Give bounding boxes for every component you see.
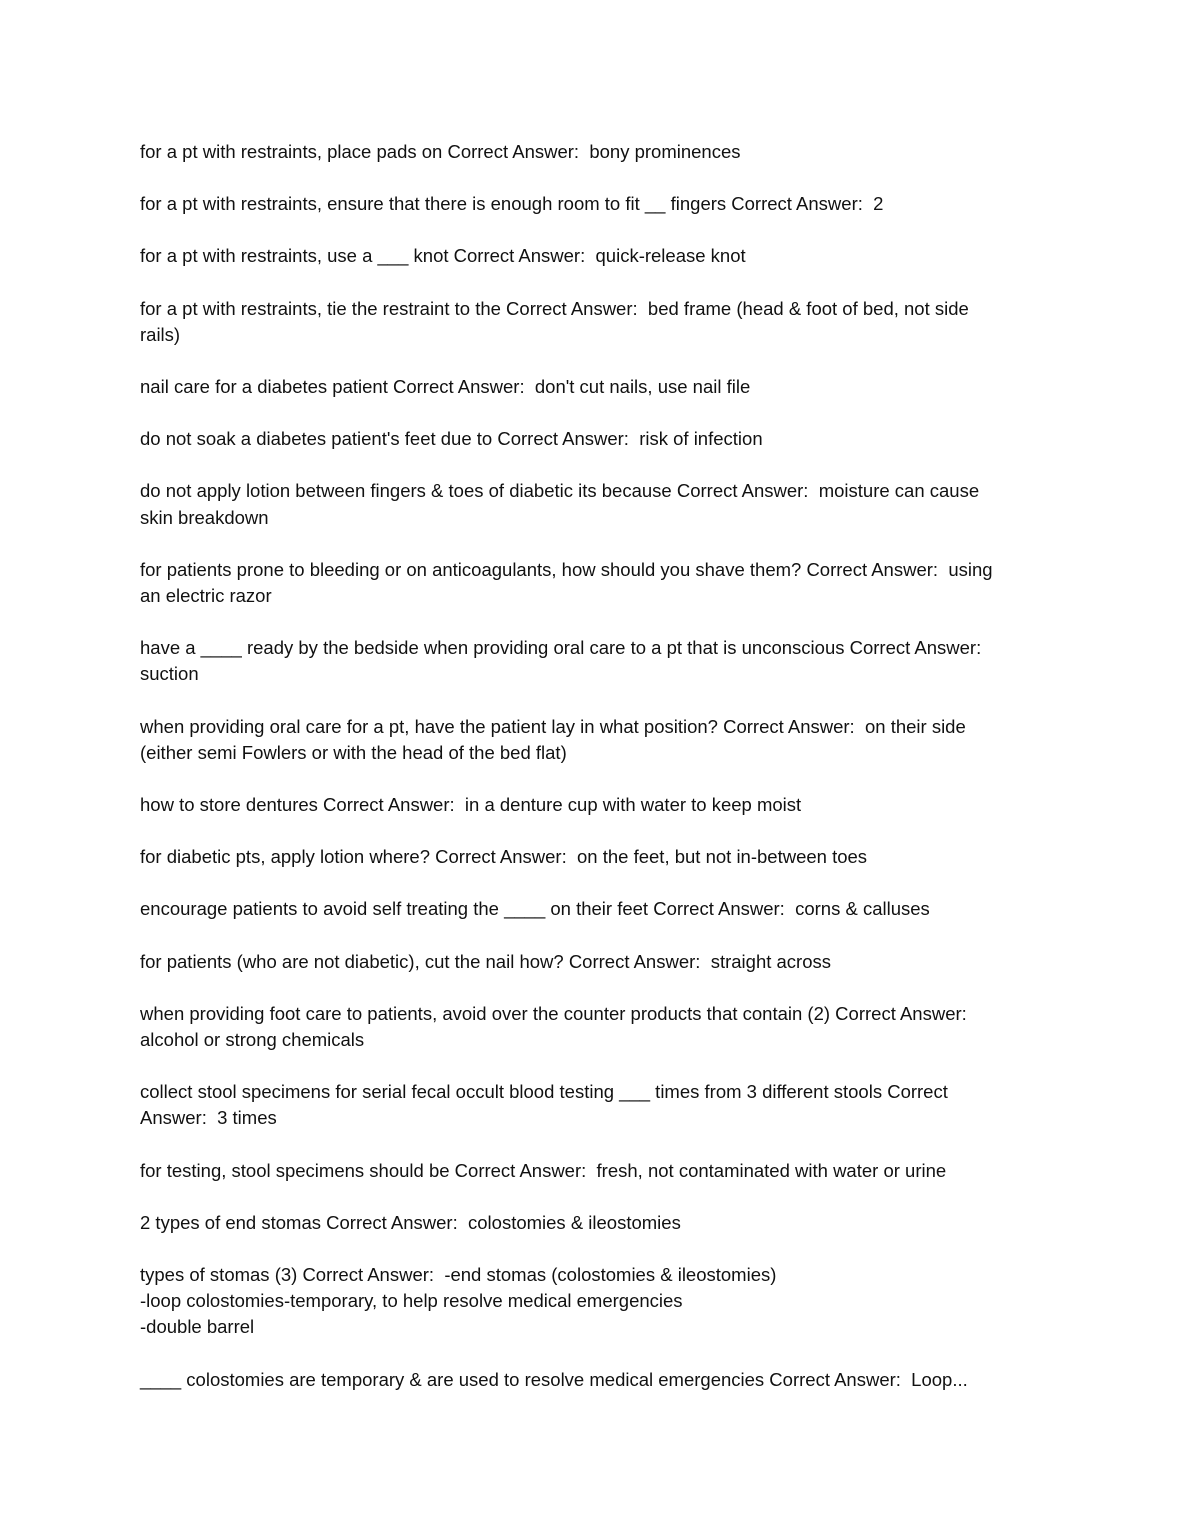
flashcard-entry [140,844,1052,870]
flashcard-list [140,139,1052,1419]
flashcard-entry [140,296,1052,348]
flashcard-line: rails) [140,323,181,345]
flashcard-line: do not soak a diabetes patient's feet due to Correct Answer: risk of infection [140,428,763,450]
flashcard-entry [140,792,1052,818]
flashcard-line: for patients prone to bleeding or on anticoagulants, how should you shave them? Correct Answer: using [140,558,993,580]
flashcard-line: for a pt with restraints, ensure that there is enough room to fit __ fingers Correct Answer: 2 [140,193,884,215]
flashcard-line: have a ____ ready by the bedside when providing oral care to a pt that is unconscious Correct Answer: [140,637,982,659]
flashcard-line: suction [140,663,199,685]
flashcard-line: 2 types of end stomas Correct Answer: colostomies & ileostomies [140,1211,681,1233]
flashcard-entry [140,1079,1052,1131]
flashcard-entry [140,896,1052,922]
flashcard-line: (either semi Fowlers or with the head of the bed flat) [140,741,567,763]
flashcard-entry [140,1262,1052,1341]
flashcard-line: nail care for a diabetes patient Correct Answer: don't cut nails, use nail file [140,376,751,398]
flashcard-entry [140,714,1052,766]
flashcard-line: when providing foot care to patients, avoid over the counter products that contain (2) Correct Answer: [140,1002,967,1024]
flashcard-line: how to store dentures Correct Answer: in a denture cup with water to keep moist [140,794,802,816]
flashcard-line: alcohol or strong chemicals [140,1029,365,1051]
flashcard-line: encourage patients to avoid self treating the ____ on their feet Correct Answer: corns & calluses [140,898,930,920]
flashcard-line: ____ colostomies are temporary & are used to resolve medical emergencies Correct Answer: Loop... [140,1368,968,1390]
flashcard-entry [140,374,1052,400]
flashcard-entry [140,557,1052,609]
flashcard-entry [140,243,1052,269]
flashcard-line: for patients (who are not diabetic), cut the nail how? Correct Answer: straight across [140,950,831,972]
flashcard-entry [140,1001,1052,1053]
flashcard-entry [140,191,1052,217]
flashcard-line: skin breakdown [140,506,269,528]
flashcard-line: for a pt with restraints, use a ___ knot Correct Answer: quick-release knot [140,245,746,267]
flashcard-line: -loop colostomies-temporary, to help resolve medical emergencies [140,1290,683,1312]
flashcard-line: for testing, stool specimens should be Correct Answer: fresh, not contaminated with water or urine [140,1159,947,1181]
flashcard-line: Answer: 3 times [140,1107,277,1129]
flashcard-line: an electric razor [140,585,272,607]
flashcard-entry [140,478,1052,530]
flashcard-line: -double barrel [140,1316,255,1338]
flashcard-entry [140,139,1052,165]
flashcard-line: for a pt with restraints, place pads on Correct Answer: bony prominences [140,141,741,162]
flashcard-entry [140,1158,1052,1184]
flashcard-line: for diabetic pts, apply lotion where? Correct Answer: on the feet, but not in-between toes [140,846,868,868]
flashcard-line: for a pt with restraints, tie the restraint to the Correct Answer: bed frame (head & foot of bed, not side [140,297,969,319]
flashcard-entry [140,949,1052,975]
flashcard-line: collect stool specimens for serial fecal occult blood testing ___ times from 3 different stools Correct [140,1081,948,1103]
flashcard-line: do not apply lotion between fingers & toes of diabetic its because Correct Answer: moisture can cause [140,480,980,502]
flashcard-entry [140,426,1052,452]
flashcard-entry [140,1367,1052,1393]
flashcard-line: types of stomas (3) Correct Answer: -end stomas (colostomies & ileostomies) [140,1264,777,1286]
flashcard-entry [140,1210,1052,1236]
flashcard-line: when providing oral care for a pt, have the patient lay in what position? Correct Answer: on their side [140,715,966,737]
flashcard-entry [140,635,1052,687]
